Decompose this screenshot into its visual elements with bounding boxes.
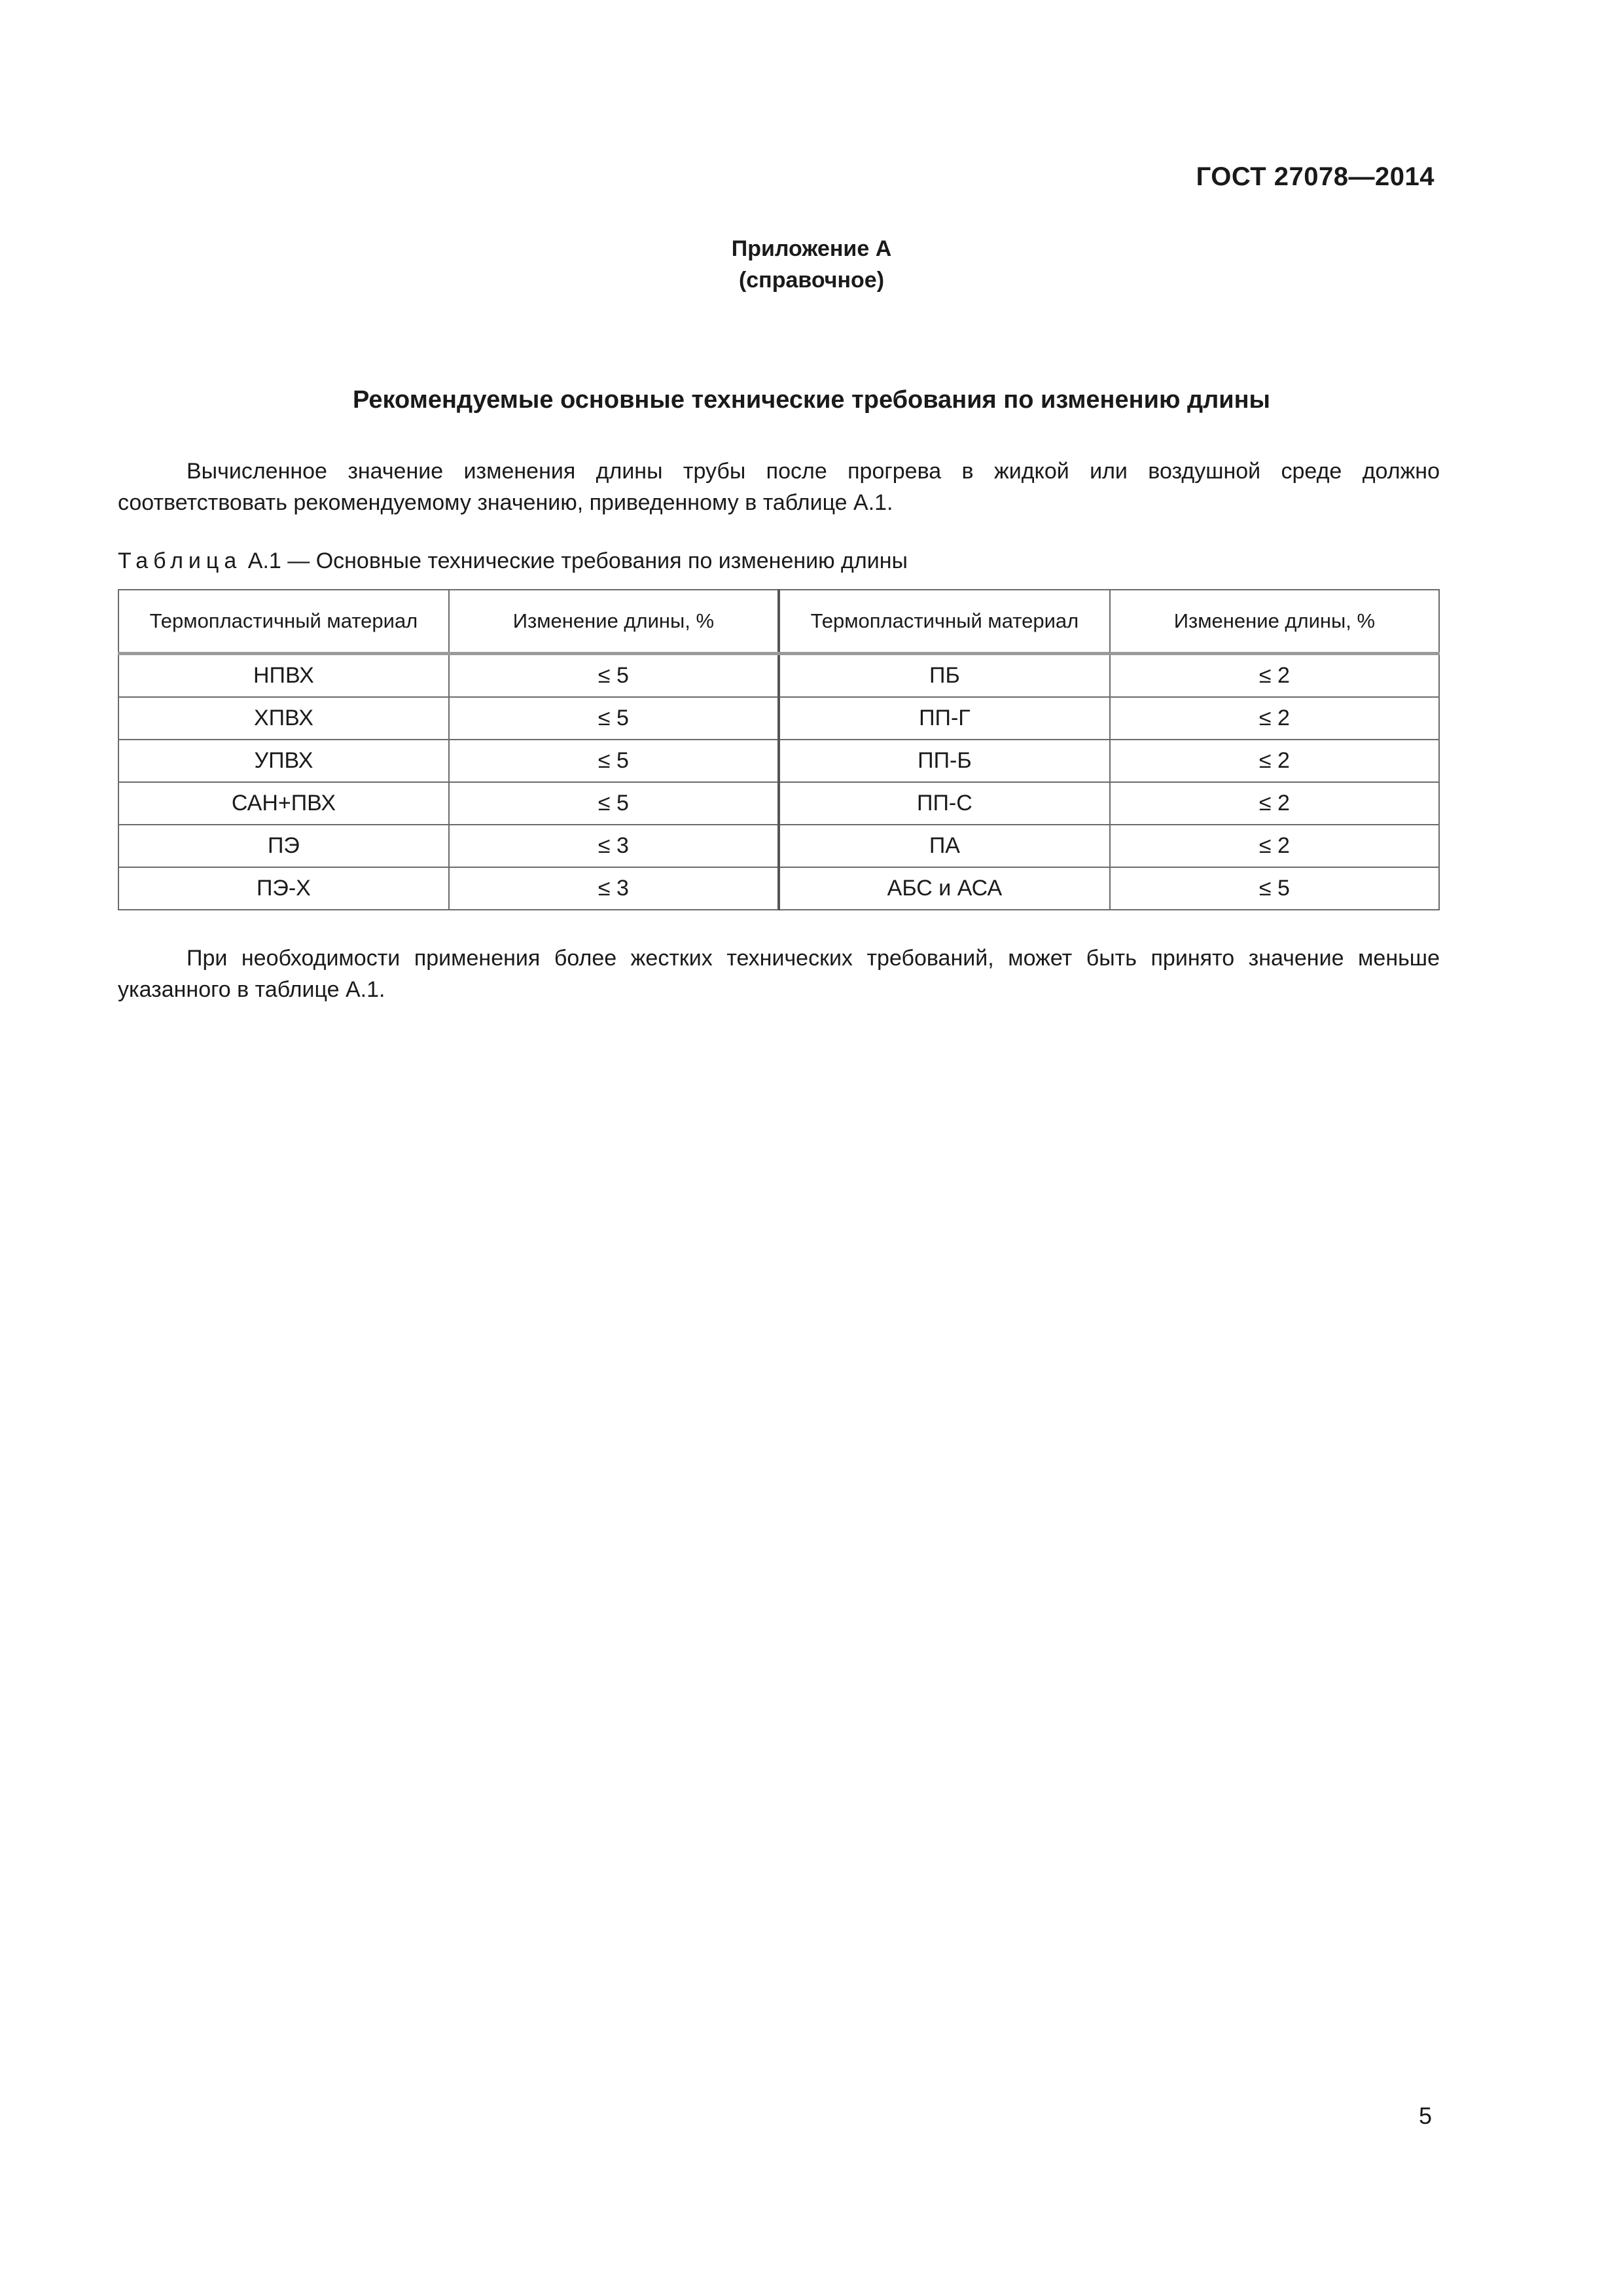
intro-paragraph: Вычисленное значение изменения длины трубы после прогрева в жидкой или воздушной среде должно соответствовать рекомендуемому значению, приведенному в таблице А.1.: [118, 459, 1440, 515]
table-cell: ПЭ-Х: [118, 867, 449, 910]
table-cell: ≤ 5: [449, 697, 779, 740]
table-row: [118, 697, 1439, 740]
table-cell: ≤ 5: [449, 782, 779, 825]
standard-code: ГОСТ 27078—2014: [1196, 162, 1435, 191]
appendix-title: Приложение А: [731, 236, 892, 261]
table-cell: ≤ 2: [1110, 825, 1439, 867]
header-change-right: Изменение длины, %: [1110, 590, 1439, 654]
table-cell: ≤ 2: [1110, 782, 1439, 825]
page-number: 5: [1418, 2102, 1432, 2129]
table-caption: [118, 548, 908, 574]
table-cell: ≤ 2: [1110, 740, 1439, 782]
table-cell: ХПВХ: [118, 697, 449, 740]
table-cell: ПБ: [779, 654, 1110, 698]
header-material-left: Термопластичный материал: [118, 590, 449, 654]
table-cell: АБС и АСА: [779, 867, 1110, 910]
table-cell: ПЭ: [118, 825, 449, 867]
table-cell: ≤ 5: [449, 740, 779, 782]
table-row: [118, 654, 1439, 698]
table-header-row: [118, 590, 1439, 654]
table-row: [118, 740, 1439, 782]
table-cell: ≤ 3: [449, 825, 779, 867]
table-cell: УПВХ: [118, 740, 449, 782]
table-caption-label: Таблица: [118, 548, 242, 573]
table-caption-text: А.1 — Основные технические требования по изменению длины: [247, 548, 908, 573]
appendix-type: (справочное): [738, 268, 885, 293]
section-title: Рекомендуемые основные технические требования по изменению длины: [353, 386, 1270, 414]
table-cell: ПП-Б: [779, 740, 1110, 782]
table-cell: НПВХ: [118, 654, 449, 698]
table-cell: САН+ПВХ: [118, 782, 449, 825]
table-cell: ПП-Г: [779, 697, 1110, 740]
appendix-heading: [0, 233, 1623, 296]
header-change-left: Изменение длины, %: [449, 590, 779, 654]
requirements-table: [118, 589, 1440, 910]
table-cell: ≤ 2: [1110, 697, 1439, 740]
closing-paragraph: При необходимости применения более жестких технических требований, может быть принято значение меньше указанного в таблице А.1.: [118, 946, 1440, 1002]
table-row: [118, 825, 1439, 867]
table-cell: ПА: [779, 825, 1110, 867]
table-cell: ≤ 3: [449, 867, 779, 910]
table-row: [118, 867, 1439, 910]
table-cell: ≤ 5: [449, 654, 779, 698]
table-cell: ПП-С: [779, 782, 1110, 825]
table-row: [118, 782, 1439, 825]
table-cell: ≤ 5: [1110, 867, 1439, 910]
header-material-right: Термопластичный материал: [779, 590, 1110, 654]
table-cell: ≤ 2: [1110, 654, 1439, 698]
